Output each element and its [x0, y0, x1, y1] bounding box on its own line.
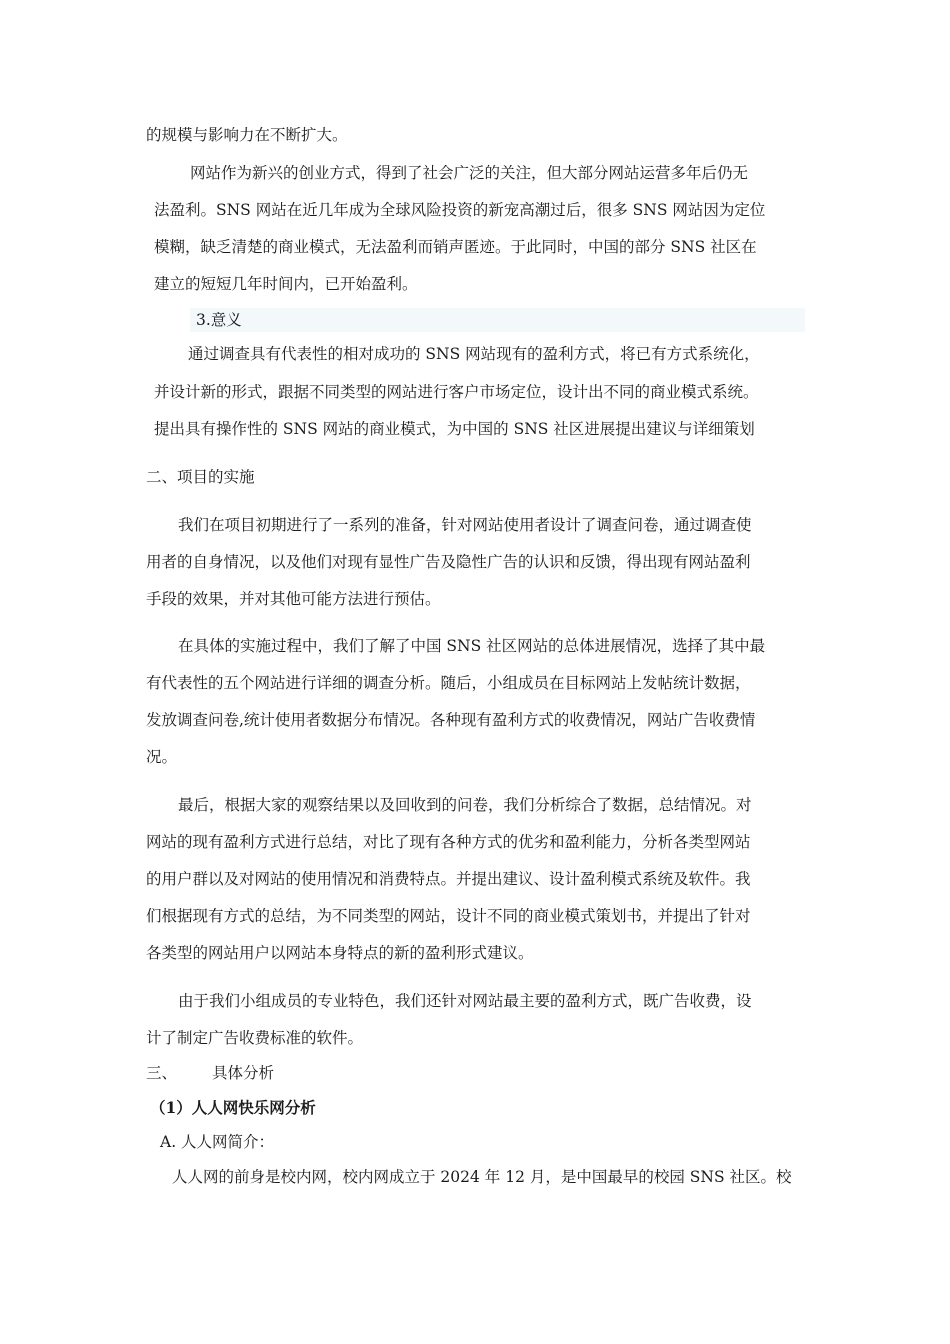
paragraph-line: 网站作为新兴的创业方式，得到了社会广泛的关注，但大部分网站运营多年后仍无	[190, 164, 749, 182]
paragraph-line: 通过调查具有代表性的相对成功的 SNS 网站现有的盈利方式，将已有方式系统化，	[188, 345, 760, 363]
paragraph-line: 的用户群以及对网站的使用情况和消费特点。并提出建议、设计盈利模式系统及软件。我	[146, 870, 751, 888]
paragraph-line: 法盈利。SNS 网站在近几年成为全球风险投资的新宠高潮过后，很多 SNS 网站因为定位	[154, 201, 766, 219]
paragraph-line: 并设计新的形式，跟据不同类型的网站进行客户市场定位，设计出不同的商业模式系统。	[154, 383, 759, 401]
paragraph-line: 计了制定广告收费标准的软件。	[146, 1029, 364, 1047]
paragraph-line: 况。	[146, 748, 178, 766]
heading-renren-intro: A. 人人网简介：	[160, 1133, 275, 1151]
paragraph-line: 在具体的实施过程中，我们了解了中国 SNS 社区网站的总体进展情况，选择了其中最	[178, 637, 766, 655]
heading-renren: （1）人人网快乐网分析	[150, 1098, 316, 1117]
paragraph-line: 们根据现有方式的总结，为不同类型的网站，设计不同的商业模式策划书，并提出了针对	[146, 907, 751, 925]
heading-implementation: 二、项目的实施	[146, 468, 255, 486]
paragraph-line: 用者的自身情况，以及他们对现有显性广告及隐性广告的认识和反馈，得出现有网站盈利	[146, 553, 751, 571]
heading-significance: 3.意义	[196, 311, 242, 329]
paragraph-line: 有代表性的五个网站进行详细的调查分析。随后，小组成员在目标网站上发帖统计数据，	[146, 674, 751, 692]
paragraph-line: 网站的现有盈利方式进行总结，对比了现有各种方式的优劣和盈利能力，分析各类型网站	[146, 833, 751, 851]
paragraph-line: 发放调查问卷,统计使用者数据分布情况。各种现有盈利方式的收费情况，网站广告收费情	[146, 711, 756, 729]
paragraph-line: 提出具有操作性的 SNS 网站的商业模式，为中国的 SNS 社区进展提出建议与详细策划	[154, 420, 755, 438]
paragraph-line: 各类型的网站用户以网站本身特点的新的盈利形式建议。	[146, 944, 534, 962]
paragraph-line: 建立的短短几年时间内，已开始盈利。	[154, 275, 418, 293]
paragraph-line: 由于我们小组成员的专业特色，我们还针对网站最主要的盈利方式，既广告收费，设	[178, 992, 752, 1010]
paragraph-line: 我们在项目初期进行了一系列的准备，针对网站使用者设计了调查问卷，通过调查使	[178, 516, 752, 534]
heading-analysis-text: 具体分析	[212, 1064, 275, 1082]
paragraph-line: 模糊，缺乏清楚的商业模式，无法盈利而销声匿迹。于此同时，中国的部分 SNS 社区在	[154, 238, 757, 256]
paragraph-line: 最后，根据大家的观察结果以及回收到的问卷，我们分析综合了数据，总结情况。对	[178, 796, 752, 814]
paragraph-renren: 人人网的前身是校内网，校内网成立于 2024 年 12 月，是中国最早的校园 SNS 社区。校	[172, 1168, 792, 1186]
highlight-band	[190, 308, 805, 332]
intro-tail: 的规模与影响力在不断扩大。	[146, 126, 348, 144]
paragraph-line: 手段的效果，并对其他可能方法进行预估。	[146, 590, 441, 608]
heading-analysis-number: 三、	[146, 1064, 178, 1082]
